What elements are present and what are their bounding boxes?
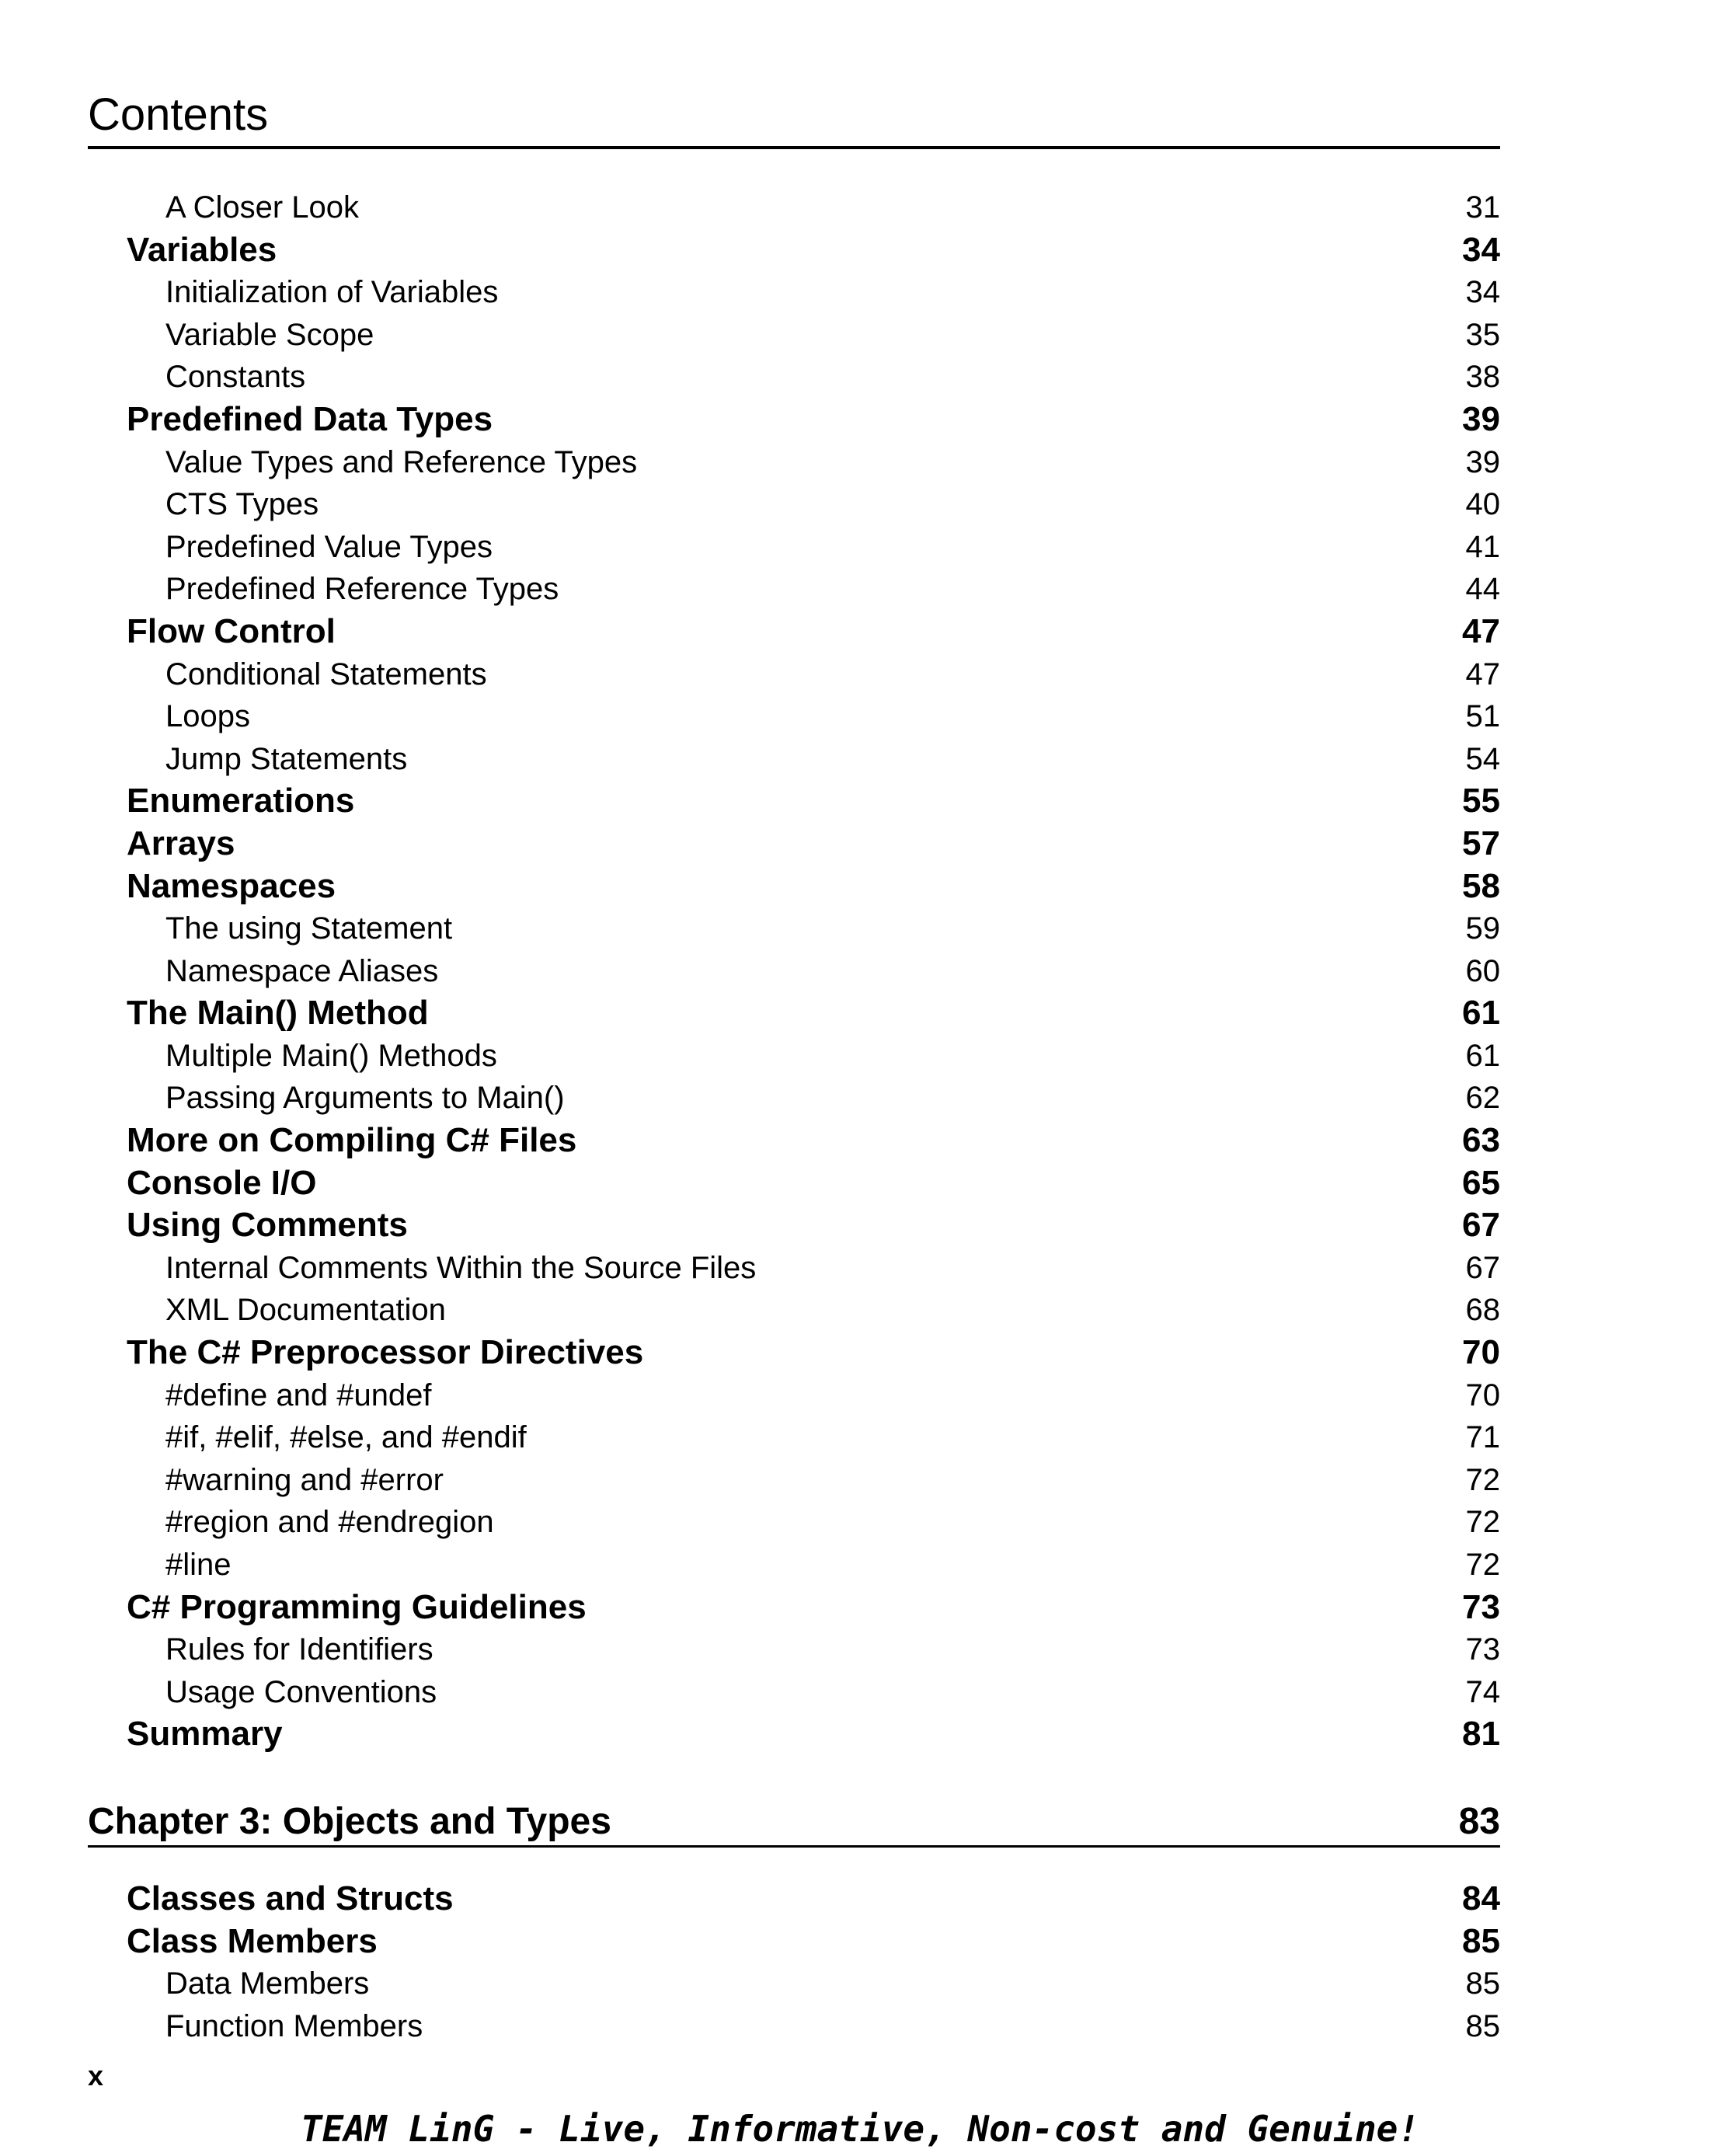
toc-subsection-entry[interactable] — [88, 314, 1500, 357]
toc-section-entry[interactable] — [88, 1713, 1500, 1756]
toc-entry-page: 61 — [1462, 994, 1500, 1033]
toc-subsection-entry[interactable] — [88, 271, 1500, 314]
toc-section-entry[interactable] — [88, 1332, 1500, 1374]
toc-subsection-entry[interactable] — [88, 526, 1500, 569]
toc-subsection-entry[interactable] — [88, 1247, 1500, 1290]
toc-entry-title: Usage Conventions — [165, 1674, 437, 1709]
toc-section-entry[interactable] — [88, 823, 1500, 866]
toc-entry-page: 31 — [1465, 190, 1500, 225]
toc-entry-page: 62 — [1465, 1081, 1500, 1116]
toc-entry-title: Predefined Data Types — [127, 399, 493, 438]
toc-subsection-entry[interactable] — [88, 1289, 1500, 1332]
toc-section-entry[interactable] — [88, 780, 1500, 823]
toc-entry-title: CTS Types — [165, 487, 319, 522]
toc-entry-page: 61 — [1465, 1038, 1500, 1073]
toc-section-entry[interactable] — [88, 399, 1500, 441]
toc-entry-title: Enumerations — [127, 782, 355, 820]
toc-entry-page: 47 — [1462, 611, 1500, 650]
toc-entry-page: 85 — [1465, 1966, 1500, 2001]
toc-entry-page: 59 — [1465, 911, 1500, 946]
toc-section-entry[interactable] — [88, 1162, 1500, 1205]
toc-subsection-entry[interactable] — [88, 1501, 1500, 1544]
toc-entry-title: Jump Statements — [165, 741, 408, 776]
toc-subsection-entry[interactable] — [88, 950, 1500, 993]
page-title: Contents — [88, 89, 269, 140]
toc-entry-page: 34 — [1462, 230, 1500, 269]
toc-section-entry[interactable] — [88, 1204, 1500, 1247]
toc-subsection-entry[interactable] — [88, 1459, 1500, 1502]
toc-subsection-entry[interactable] — [88, 695, 1500, 738]
toc-subsection-entry[interactable] — [88, 356, 1500, 399]
toc-entry-page: 72 — [1465, 1548, 1500, 1582]
toc-subsection-entry[interactable] — [88, 1374, 1500, 1417]
toc-section-entry[interactable] — [88, 611, 1500, 653]
toc-entry-page: 38 — [1465, 360, 1500, 395]
toc-entry-title: Rules for Identifiers — [165, 1632, 433, 1667]
toc-entry-title: #line — [165, 1548, 232, 1582]
toc-entry-title: Classes and Structs — [127, 1879, 454, 1917]
toc-entry-page: 85 — [1465, 2008, 1500, 2043]
toc-section-entry[interactable] — [88, 866, 1500, 908]
footer-watermark: TEAM LinG - Live, Informative, Non-cost and Genuine! — [300, 2108, 1420, 2150]
toc-entry-page: 63 — [1462, 1121, 1500, 1160]
toc-subsection-entry[interactable] — [88, 2005, 1500, 2048]
toc-entry-title: #define and #undef — [165, 1378, 432, 1412]
chapter-title: Chapter 3: Objects and Types — [88, 1801, 611, 1842]
toc-subsection-entry[interactable] — [88, 738, 1500, 781]
toc-entry-page: 39 — [1465, 444, 1500, 479]
toc-entry-page: 73 — [1465, 1632, 1500, 1667]
toc-entry-title: #warning and #error — [165, 1462, 444, 1497]
toc-subsection-entry[interactable] — [88, 1035, 1500, 1078]
toc-entry-title: Predefined Reference Types — [165, 572, 559, 607]
toc-entry-title: A Closer Look — [165, 190, 360, 225]
toc-section-entry[interactable] — [88, 992, 1500, 1035]
toc-subsection-entry[interactable] — [88, 1077, 1500, 1120]
toc-entry-title: Namespaces — [127, 866, 336, 905]
toc-entry-page: 34 — [1465, 275, 1500, 310]
toc-list — [88, 186, 1500, 1756]
toc-entry-page: 74 — [1465, 1674, 1500, 1709]
toc-entry-page: 55 — [1462, 782, 1500, 820]
toc-entry-page: 35 — [1465, 317, 1500, 352]
toc-subsection-entry[interactable] — [88, 441, 1500, 484]
toc-entry-title: Variable Scope — [165, 317, 374, 352]
toc-entry-page: 65 — [1462, 1163, 1500, 1202]
toc-entry-page: 57 — [1462, 824, 1500, 862]
toc-subsection-entry[interactable] — [88, 186, 1500, 229]
toc-entry-page: 44 — [1465, 572, 1500, 607]
chapter-toc-list — [88, 1878, 1500, 2047]
toc-entry-title: #if, #elif, #else, and #endif — [165, 1420, 527, 1455]
toc-entry-page: 72 — [1465, 1462, 1500, 1497]
toc-entry-title: Using Comments — [127, 1206, 408, 1245]
toc-entry-page: 85 — [1462, 1921, 1500, 1960]
toc-entry-title: Conditional Statements — [165, 657, 487, 691]
toc-subsection-entry[interactable] — [88, 907, 1500, 950]
toc-entry-title: Flow Control — [127, 611, 336, 650]
toc-entry-page: 60 — [1465, 953, 1500, 988]
toc-entry-page: 81 — [1462, 1715, 1500, 1754]
toc-entry-title: Class Members — [127, 1921, 378, 1960]
toc-entry-page: 58 — [1462, 866, 1500, 905]
toc-subsection-entry[interactable] — [88, 1416, 1500, 1459]
toc-entry-title: Passing Arguments to Main() — [165, 1081, 565, 1116]
toc-entry-page: 84 — [1462, 1879, 1500, 1917]
toc-entry-page: 68 — [1465, 1293, 1500, 1328]
toc-section-entry[interactable] — [88, 1120, 1500, 1162]
toc-entry-page: 67 — [1465, 1250, 1500, 1285]
toc-entry-page: 41 — [1465, 529, 1500, 564]
toc-entry-page: 39 — [1462, 399, 1500, 438]
toc-subsection-entry[interactable] — [88, 483, 1500, 526]
toc-entry-title: Namespace Aliases — [165, 953, 439, 988]
toc-entry-title: The using Statement — [165, 911, 453, 946]
toc-entry-page: 72 — [1465, 1505, 1500, 1540]
toc-section-entry[interactable] — [88, 229, 1500, 272]
toc-subsection-entry[interactable] — [88, 1628, 1500, 1671]
toc-section-entry[interactable] — [88, 1921, 1500, 1963]
toc-entry-page: 70 — [1462, 1333, 1500, 1372]
toc-entry-title: Arrays — [127, 824, 235, 862]
toc-entry-page: 67 — [1462, 1206, 1500, 1245]
chapter-heading[interactable] — [88, 1799, 1500, 1848]
toc-entry-title: Constants — [165, 360, 306, 395]
toc-entry-title: Value Types and Reference Types — [165, 444, 638, 479]
toc-entry-title: Function Members — [165, 2008, 423, 2043]
toc-section-entry[interactable] — [88, 1587, 1500, 1629]
toc-entry-page: 73 — [1462, 1587, 1500, 1626]
toc-entry-page: 54 — [1465, 741, 1500, 776]
toc-entry-page: 70 — [1465, 1378, 1500, 1412]
toc-entry-title: Summary — [127, 1715, 283, 1754]
toc-entry-title: C# Programming Guidelines — [127, 1587, 587, 1626]
toc-subsection-entry[interactable] — [88, 1671, 1500, 1714]
toc-entry-page: 51 — [1465, 699, 1500, 734]
page-header — [88, 87, 1500, 149]
toc-entry-page: 47 — [1465, 657, 1500, 691]
toc-entry-title: Initialization of Variables — [165, 275, 499, 310]
toc-entry-title: Predefined Value Types — [165, 529, 493, 564]
toc-entry-page: 40 — [1465, 487, 1500, 522]
toc-entry-title: XML Documentation — [165, 1293, 446, 1328]
chapter-page: 83 — [1458, 1801, 1500, 1842]
toc-section-entry[interactable] — [88, 1878, 1500, 1921]
toc-entry-title: Internal Comments Within the Source Files — [165, 1250, 757, 1285]
toc-subsection-entry[interactable] — [88, 1544, 1500, 1587]
toc-entry-title: The Main() Method — [127, 994, 429, 1033]
toc-entry-title: Variables — [127, 230, 277, 269]
toc-entry-title: Data Members — [165, 1966, 370, 2001]
page-number: x — [88, 2060, 104, 2092]
toc-entry-title: #region and #endregion — [165, 1505, 494, 1540]
toc-entry-page: 71 — [1465, 1420, 1500, 1455]
toc-entry-title: Loops — [165, 699, 250, 734]
toc-entry-title: More on Compiling C# Files — [127, 1121, 577, 1160]
toc-subsection-entry[interactable] — [88, 568, 1500, 611]
toc-entry-title: The C# Preprocessor Directives — [127, 1333, 644, 1372]
toc-entry-title: Multiple Main() Methods — [165, 1038, 497, 1073]
toc-entry-title: Console I/O — [127, 1163, 317, 1202]
toc-subsection-entry[interactable] — [88, 1963, 1500, 2005]
toc-subsection-entry[interactable] — [88, 653, 1500, 696]
